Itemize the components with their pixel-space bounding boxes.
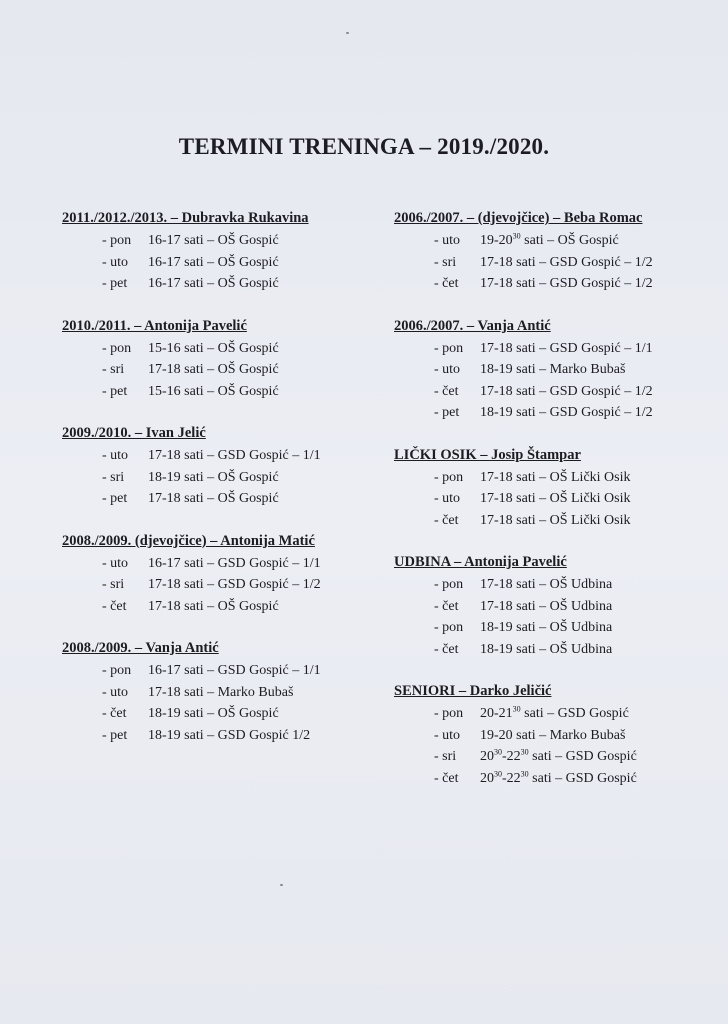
time-location: sati – GSD Gospić <box>520 706 629 721</box>
schedule-row <box>102 596 392 618</box>
time-slot: 17-18 sati – OŠ Gospić <box>148 362 279 377</box>
day-label: - pet <box>434 405 460 420</box>
schedule-row <box>102 703 392 725</box>
day-label: - sri <box>434 749 457 764</box>
schedule-row <box>102 682 392 704</box>
time-slot: 19-20 sati – Marko Bubaš <box>480 727 626 743</box>
schedule-section <box>62 316 392 403</box>
schedule-row <box>434 338 724 360</box>
time-slot: 18-19 sati – OŠ Udbina <box>480 641 613 657</box>
schedule-row <box>102 381 392 403</box>
right-column <box>394 208 724 810</box>
schedule-row <box>434 617 724 639</box>
schedule-rows <box>62 230 392 295</box>
schedule-section <box>394 681 724 789</box>
time-minutes: 30 <box>512 704 521 714</box>
page-title: TERMINI TRENINGA – 2019./2020. <box>178 134 550 159</box>
day-label: - pon <box>434 620 464 635</box>
schedule-row <box>434 359 724 381</box>
day-label: - pon <box>102 663 132 678</box>
time-slot: 15-16 sati – OŠ Gospić <box>148 340 279 356</box>
schedule-row <box>102 273 392 295</box>
schedule-section <box>394 445 724 532</box>
schedule-section <box>62 638 392 746</box>
time-slot: 15-16 sati – OŠ Gospić <box>148 383 279 399</box>
time-slot: 17-18 sati – GSD Gospić – 1/2 <box>480 383 653 399</box>
day-label: - čet <box>434 276 459 291</box>
time-slot: 17-18 sati – OŠ Udbina <box>480 598 613 614</box>
schedule-row <box>434 768 724 790</box>
time-minutes: 30 <box>512 231 521 241</box>
schedule-rows <box>394 703 724 789</box>
schedule-section <box>394 552 724 660</box>
time-start: 20 <box>480 749 494 764</box>
time-slot: 18-19 sati – GSD Gospić – 1/2 <box>480 405 653 420</box>
schedule-section <box>62 531 392 618</box>
day-label: - pon <box>102 340 132 356</box>
schedule-rows <box>62 660 392 746</box>
schedule-row <box>102 553 392 575</box>
day-label: - čet <box>102 598 127 614</box>
schedule-row <box>434 230 724 252</box>
schedule-row <box>434 252 724 274</box>
day-label: - čet <box>434 641 459 657</box>
schedule-row <box>434 381 724 403</box>
time-slot: 18-19 sati – GSD Gospić 1/2 <box>148 727 311 743</box>
time-slot <box>480 230 619 252</box>
day-label: - pon <box>434 469 464 485</box>
time-slot: 16-17 sati – OŠ Gospić <box>148 233 279 248</box>
day-label: - uto <box>434 727 461 743</box>
day-label: - pon <box>434 577 464 592</box>
day-label: - sri <box>102 469 125 485</box>
time-minutes: 30 <box>494 768 502 778</box>
section-heading: 2006./2007. – Vanja Antić <box>394 317 551 334</box>
section-heading: 2009./2010. – Ivan Jelić <box>62 425 206 441</box>
schedule-row <box>434 746 724 768</box>
schedule-row <box>434 725 724 747</box>
day-label: - uto <box>102 555 129 571</box>
schedule-section <box>62 208 392 295</box>
time-slot: 17-18 sati – GSD Gospić – 1/2 <box>480 276 653 291</box>
day-label: - pet <box>102 276 128 291</box>
section-heading: UDBINA – Antonija Pavelić <box>394 554 567 570</box>
day-label: - sri <box>102 577 125 592</box>
time-minutes: 30 <box>520 768 529 778</box>
day-label: - pet <box>102 727 128 743</box>
schedule-rows <box>62 338 392 403</box>
time-end: -22 <box>502 749 521 764</box>
time-slot: 16-17 sati – OŠ Gospić <box>148 254 279 270</box>
day-label: - pon <box>434 340 464 356</box>
day-label: - sri <box>102 362 125 377</box>
day-label: - čet <box>434 770 459 786</box>
section-heading: 2010./2011. – Antonija Pavelić <box>62 317 247 334</box>
day-label: - čet <box>102 706 127 721</box>
day-label: - pet <box>102 383 128 399</box>
time-start: 20 <box>480 770 494 786</box>
time-end: -22 <box>502 770 521 786</box>
schedule-row <box>102 467 392 489</box>
time-slot: 18-19 sati – OŠ Udbina <box>480 620 613 635</box>
time-slot: 17-18 sati – GSD Gospić – 1/2 <box>480 254 653 270</box>
schedule-row <box>434 402 724 424</box>
day-label: - uto <box>102 684 129 700</box>
time-slot <box>480 703 629 725</box>
day-label: - uto <box>434 233 461 248</box>
time-slot: 17-18 sati – OŠ Lički Osik <box>480 469 631 485</box>
time-slot: 17-18 sati – OŠ Udbina <box>480 577 613 592</box>
schedule-section <box>394 316 724 424</box>
time-slot: 17-18 sati – Marko Bubaš <box>148 684 294 700</box>
time-slot <box>480 746 637 768</box>
day-label: - čet <box>434 383 459 399</box>
schedule-row <box>434 467 724 489</box>
schedule-row <box>434 273 724 295</box>
day-label: - čet <box>434 512 459 528</box>
time-minutes: 30 <box>520 747 529 757</box>
section-heading: 2008./2009. (djevojčice) – Antonija Matić <box>62 532 315 549</box>
time-slot: 16-17 sati – GSD Gospić – 1/1 <box>148 663 321 678</box>
schedule-row <box>102 574 392 596</box>
time-slot: 17-18 sati – OŠ Lički Osik <box>480 512 631 528</box>
schedule-row <box>434 703 724 725</box>
time-slot: 17-18 sati – GSD Gospić – 1/2 <box>148 577 321 592</box>
time-slot: 17-18 sati – GSD Gospić – 1/1 <box>148 448 321 463</box>
time-slot: 17-18 sati – OŠ Gospić <box>148 491 279 506</box>
section-heading: 2008./2009. – Vanja Antić <box>62 640 219 656</box>
time-slot: 16-17 sati – OŠ Gospić <box>148 276 279 291</box>
schedule-rows <box>394 338 724 424</box>
section-heading: SENIORI – Darko Jeličić <box>394 683 552 699</box>
time-start: 19-20 <box>480 233 513 248</box>
day-label: - uto <box>102 448 129 463</box>
schedule-row <box>434 510 724 532</box>
time-slot: 17-18 sati – GSD Gospić – 1/1 <box>480 340 653 356</box>
time-slot: 18-19 sati – Marko Bubaš <box>480 362 626 377</box>
day-label: - uto <box>434 491 461 506</box>
schedule-row <box>102 252 392 274</box>
time-slot: 17-18 sati – OŠ Lički Osik <box>480 491 631 506</box>
schedule-section <box>394 208 724 295</box>
left-column <box>62 208 392 767</box>
day-label: - uto <box>434 362 461 377</box>
section-heading: LIČKI OSIK – Josip Štampar <box>394 446 581 463</box>
time-slot <box>480 768 637 790</box>
schedule-rows <box>394 467 724 532</box>
day-label: - uto <box>102 254 129 270</box>
schedule-row <box>102 338 392 360</box>
day-label: - pon <box>102 233 132 248</box>
schedule-row <box>434 488 724 510</box>
day-label: - čet <box>434 598 459 614</box>
day-label: - sri <box>434 254 457 270</box>
time-location: sati – OŠ Gospić <box>520 233 619 248</box>
schedule-rows <box>62 553 392 618</box>
schedule-row <box>102 660 392 682</box>
schedule-rows <box>394 574 724 660</box>
time-location: sati – GSD Gospić <box>528 770 637 786</box>
day-label: - pon <box>434 706 464 721</box>
schedule-rows <box>394 230 724 295</box>
time-minutes: 30 <box>494 747 502 757</box>
day-label: - pet <box>102 491 128 506</box>
schedule-rows <box>62 445 392 510</box>
paper-speck <box>346 32 349 34</box>
section-heading: 2011./2012./2013. – Dubravka Rukavina <box>62 210 309 226</box>
paper-speck <box>280 884 283 886</box>
schedule-row <box>434 639 724 661</box>
time-slot: 18-19 sati – OŠ Gospić <box>148 706 279 721</box>
time-slot: 18-19 sati – OŠ Gospić <box>148 469 279 485</box>
schedule-row <box>102 445 392 467</box>
schedule-row <box>102 488 392 510</box>
schedule-row <box>102 725 392 747</box>
section-heading: 2006./2007. – (djevojčice) – Beba Romac <box>394 210 643 226</box>
time-slot: 16-17 sati – GSD Gospić – 1/1 <box>148 555 321 571</box>
time-location: sati – GSD Gospić <box>528 749 637 764</box>
time-slot: 17-18 sati – OŠ Gospić <box>148 598 279 614</box>
time-start: 20-21 <box>480 706 513 721</box>
schedule-row <box>434 574 724 596</box>
schedule-row <box>434 596 724 618</box>
schedule-row <box>102 359 392 381</box>
schedule-row <box>102 230 392 252</box>
schedule-section <box>62 423 392 510</box>
